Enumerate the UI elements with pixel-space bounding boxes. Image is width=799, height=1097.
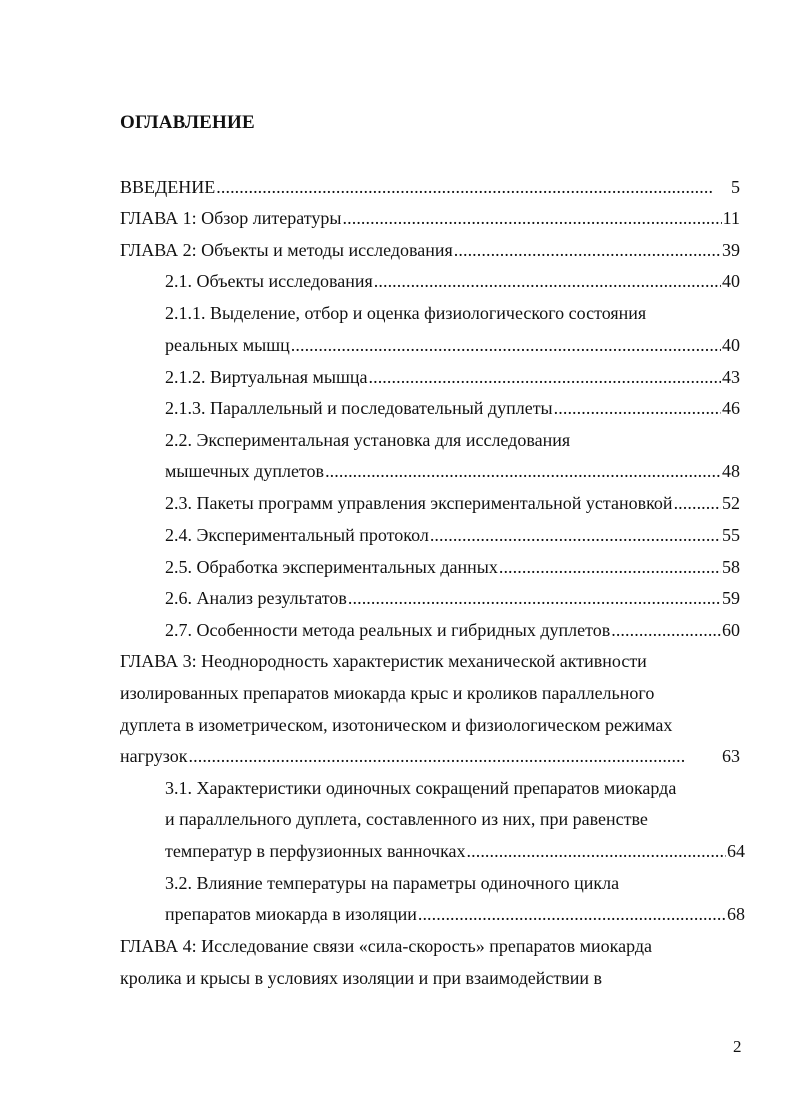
toc-entry-2-1 xyxy=(165,269,740,293)
toc-entry-2-6 xyxy=(165,586,740,610)
toc-entry-ch3-line3: дуплета в изометрическом, изотоническом и физиологическом режимах xyxy=(120,715,673,735)
toc-page: 63 xyxy=(722,746,740,766)
toc-leader xyxy=(369,365,722,389)
toc-page: 46 xyxy=(722,398,740,418)
toc-entry-ch1 xyxy=(120,206,740,230)
toc-leader xyxy=(499,555,721,579)
toc-page: 59 xyxy=(722,588,740,608)
toc-leader xyxy=(674,491,721,515)
toc-entry-3-1-line2: и параллельного дуплета, составленного из них, при равенстве xyxy=(165,809,648,829)
toc-entry-2-3 xyxy=(165,491,740,515)
toc-page: 40 xyxy=(722,271,740,291)
toc-entry-ch4-line2: кролика и крысы в условиях изоляции и при взаимодействии в xyxy=(120,968,602,988)
toc-page: 55 xyxy=(722,525,740,545)
page-number: 2 xyxy=(733,1037,742,1056)
toc-page: 11 xyxy=(722,208,740,228)
toc-entry-2-1-1 xyxy=(165,333,740,357)
toc-page: 43 xyxy=(722,367,740,387)
toc-leader xyxy=(343,206,722,230)
toc-entry-2-2 xyxy=(165,459,740,483)
toc-entry-ch2 xyxy=(120,238,740,262)
toc-entry-3-2-line1: 3.2. Влияние температуры на параметры одиночного цикла xyxy=(165,873,620,893)
toc-label: 2.1. Объекты исследования xyxy=(165,271,373,291)
toc-entry-2-1-1-line1: 2.1.1. Выделение, отбор и оценка физиологического состояния xyxy=(165,303,647,323)
toc-entry-3-1 xyxy=(165,839,745,863)
toc-entry-ch4-line1: ГЛАВА 4: Исследование связи «сила-скорость» препаратов миокарда xyxy=(120,936,652,956)
toc-page: 68 xyxy=(727,904,745,924)
toc-leader xyxy=(348,586,721,610)
toc-entry-3-2 xyxy=(165,902,745,926)
toc-entry-ch3-line2: изолированных препаратов миокарда крыс и кроликов параллельного xyxy=(120,683,655,703)
page-title: ОГЛАВЛЕНИЕ xyxy=(120,112,255,133)
toc-page: 48 xyxy=(722,461,740,481)
toc-page: 64 xyxy=(727,841,745,861)
toc-leader xyxy=(325,459,721,483)
toc-label: 2.7. Особенности метода реальных и гибридных дуплетов xyxy=(165,620,611,640)
toc-page: 5 xyxy=(731,177,740,197)
toc-leader xyxy=(291,333,721,357)
toc-page: 40 xyxy=(722,335,740,355)
toc-entry-2-1-2 xyxy=(165,365,740,389)
toc-leader xyxy=(216,175,730,199)
toc-entry-2-1-3 xyxy=(165,396,740,420)
toc-page: 39 xyxy=(722,240,740,260)
toc-leader xyxy=(374,269,721,293)
toc-label: 2.6. Анализ результатов xyxy=(165,588,347,608)
toc-entry-ch3 xyxy=(120,744,740,768)
toc-label: 2.3. Пакеты программ управления экспериментальной установкой xyxy=(165,493,673,513)
toc-label: 2.1.2. Виртуальная мышца xyxy=(165,367,368,387)
toc-label: 2.5. Обработка экспериментальных данных xyxy=(165,557,498,577)
toc-label: 2.4. Экспериментальный протокол xyxy=(165,525,429,545)
toc-entry-3-1-line1: 3.1. Характеристики одиночных сокращений препаратов миокарда xyxy=(165,778,677,798)
toc-leader xyxy=(189,744,721,768)
toc-label: мышечных дуплетов xyxy=(165,461,325,481)
toc-label: реальных мышц xyxy=(165,335,290,355)
toc-page: 52 xyxy=(722,493,740,513)
toc-label: нагрузок xyxy=(120,746,188,766)
toc-leader xyxy=(554,396,721,420)
toc-leader xyxy=(611,618,721,642)
toc-entry-2-7 xyxy=(165,618,740,642)
toc-entry-2-4 xyxy=(165,523,740,547)
toc-leader xyxy=(418,902,726,926)
toc-leader xyxy=(430,523,721,547)
toc-page: 60 xyxy=(722,620,740,640)
toc-label: ГЛАВА 1: Обзор литературы xyxy=(120,208,342,228)
toc-label: препаратов миокарда в изоляции xyxy=(165,904,417,924)
toc-page: 58 xyxy=(722,557,740,577)
toc-entry-2-2-line1: 2.2. Экспериментальная установка для исследования xyxy=(165,430,571,450)
toc-label: температур в перфузионных ванночках xyxy=(165,841,466,861)
toc-label: ГЛАВА 2: Объекты и методы исследования xyxy=(120,240,453,260)
toc-label: 2.1.3. Параллельный и последовательный дуплеты xyxy=(165,398,553,418)
toc-entry-2-5 xyxy=(165,555,740,579)
toc-leader xyxy=(467,839,726,863)
toc-entry-ch3-line1: ГЛАВА 3: Неоднородность характеристик механической активности xyxy=(120,651,647,671)
toc-leader xyxy=(454,238,721,262)
toc-label: ВВЕДЕНИЕ xyxy=(120,177,216,197)
toc-entry-intro xyxy=(120,175,740,199)
